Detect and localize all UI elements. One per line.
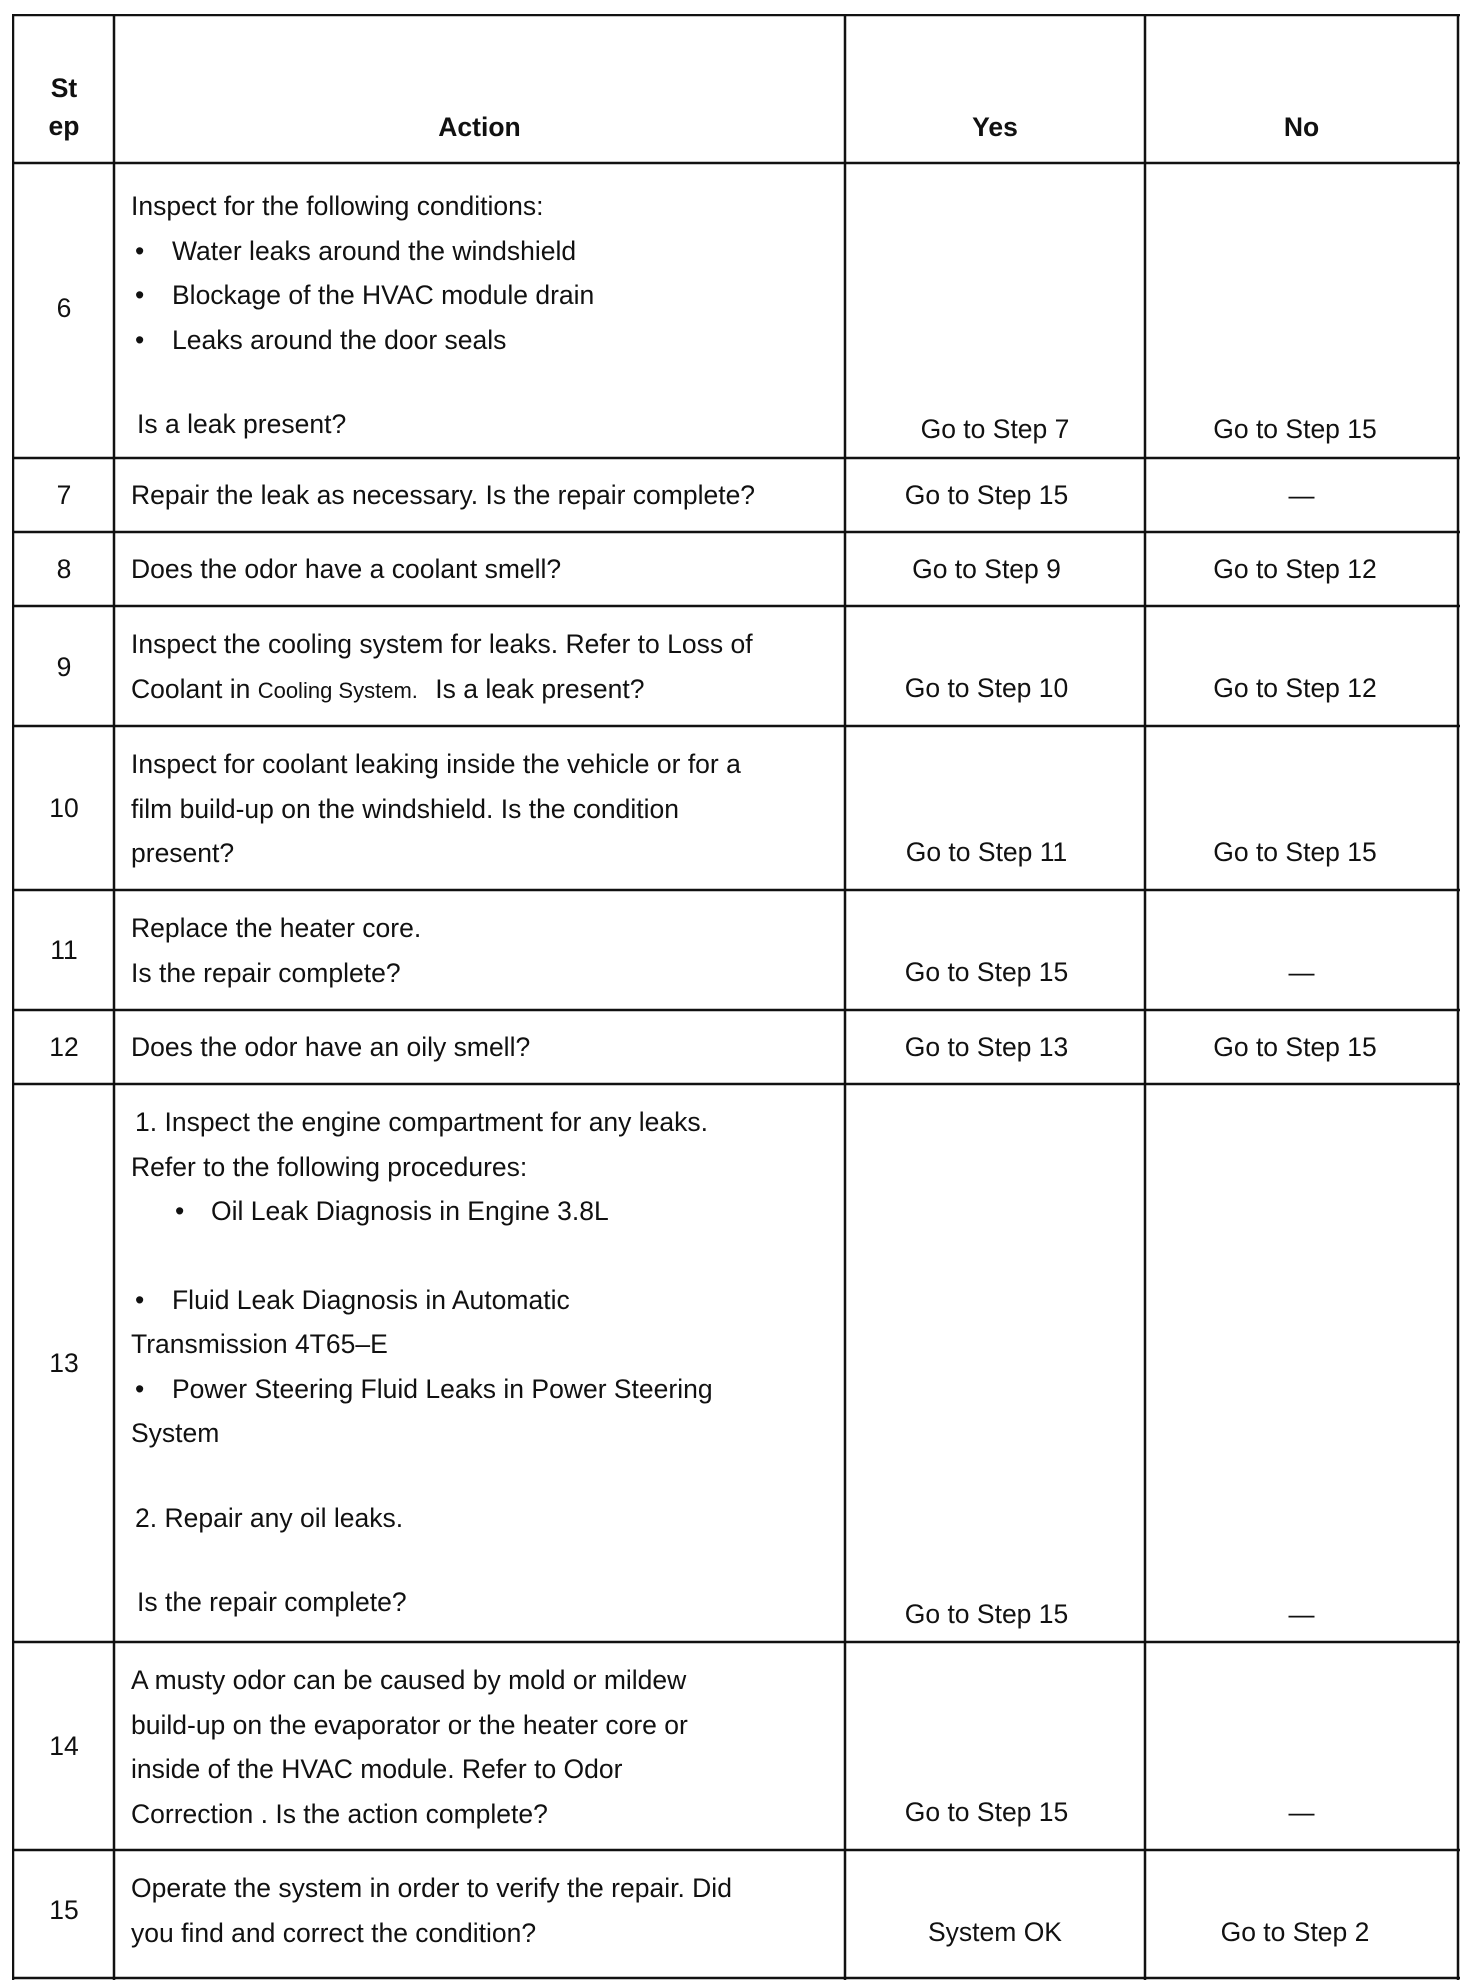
list-item-cont: Transmission 4T65–E <box>131 1329 388 1359</box>
header-step <box>14 69 114 145</box>
action-14 <box>114 1658 845 1836</box>
action-10-line: present? <box>131 838 235 868</box>
step-12: 12 <box>49 1032 79 1062</box>
yes-9: Go to Step 10 <box>904 673 1069 703</box>
step-8: 8 <box>56 554 72 584</box>
header-step-line2: ep <box>48 111 80 141</box>
action-6 <box>114 184 845 447</box>
action-6-question: Is a leak present? <box>137 409 347 439</box>
action-9-line2: Coolant in Cooling System. Is a leak present? <box>131 673 645 704</box>
action-13 <box>114 1100 845 1625</box>
step-6: 6 <box>56 293 72 323</box>
action-13-item2: 2. Repair any oil leaks. <box>135 1502 404 1533</box>
list-item: • Leaks around the door seals <box>135 324 507 355</box>
action-13-question: Is the repair complete? <box>137 1587 407 1617</box>
no-10: Go to Step 15 <box>1213 837 1377 867</box>
action-10 <box>114 742 845 876</box>
step-10: 10 <box>49 793 79 823</box>
no-11: — <box>1288 957 1315 987</box>
step-14: 14 <box>49 1731 79 1761</box>
action-12: Does the odor have an oily smell? <box>131 1032 531 1062</box>
action-13-refer: Refer to the following procedures: <box>131 1151 528 1182</box>
diagnostic-table <box>12 14 1460 1980</box>
no-15: Go to Step 2 <box>1220 1917 1370 1947</box>
step-9: 9 <box>56 652 72 682</box>
action-15-line: Operate the system in order to verify the repair. Did <box>131 1873 732 1903</box>
yes-13: Go to Step 15 <box>904 1599 1069 1629</box>
list-item: • Water leaks around the windshield <box>135 235 577 266</box>
yes-8: Go to Step 9 <box>912 554 1061 584</box>
action-14-line: inside of the HVAC module. Refer to Odor <box>131 1754 623 1784</box>
action-15-line: you find and correct the condition? <box>131 1917 537 1948</box>
yes-6: Go to Step 7 <box>920 414 1070 444</box>
step-13: 13 <box>49 1348 79 1378</box>
step-15: 15 <box>49 1895 79 1925</box>
no-8: Go to Step 12 <box>1213 554 1377 584</box>
yes-11: Go to Step 15 <box>904 957 1069 987</box>
yes-10: Go to Step 11 <box>905 837 1068 867</box>
header-no: No <box>1283 112 1320 142</box>
yes-14: Go to Step 15 <box>904 1797 1069 1827</box>
action-10-line: film build-up on the windshield. Is the condition <box>131 793 679 824</box>
action-8: Does the odor have a coolant smell? <box>131 554 562 584</box>
header-action: Action <box>438 112 521 142</box>
yes-15: System OK <box>927 1917 1062 1947</box>
no-6: Go to Step 15 <box>1213 414 1377 444</box>
action-13-item1: 1. Inspect the engine compartment for any leaks. <box>135 1107 709 1137</box>
action-15 <box>114 1866 845 1955</box>
action-6-intro: Inspect for the following conditions: <box>131 191 544 221</box>
no-13: — <box>1288 1599 1315 1629</box>
list-item: • Blockage of the HVAC module drain <box>135 280 595 310</box>
no-12: Go to Step 15 <box>1213 1032 1377 1062</box>
action-14-line: build-up on the evaporator or the heater core or <box>131 1709 688 1740</box>
list-item: • Power Steering Fluid Leaks in Power Steering <box>135 1373 713 1404</box>
action-14-line: Correction . Is the action complete? <box>131 1798 548 1829</box>
step-11: 11 <box>50 935 78 965</box>
no-14: — <box>1288 1797 1315 1827</box>
list-item-cont: System <box>131 1418 220 1448</box>
action-14-line: A musty odor can be caused by mold or mildew <box>131 1665 687 1695</box>
action-9-line1: Inspect the cooling system for leaks. Refer to Loss of <box>131 629 753 659</box>
action-10-line: Inspect for coolant leaking inside the vehicle or for a <box>131 749 741 779</box>
action-7: Repair the leak as necessary. Is the repair complete? <box>131 480 756 510</box>
header-yes: Yes <box>972 112 1018 142</box>
action-9 <box>114 622 845 713</box>
action-11-line: Is the repair complete? <box>131 957 401 988</box>
no-9: Go to Step 12 <box>1213 673 1377 703</box>
action-11 <box>114 906 845 995</box>
yes-12: Go to Step 13 <box>904 1032 1069 1062</box>
header-step-line1: St <box>50 73 78 103</box>
no-7: — <box>1288 480 1315 510</box>
list-item: • Oil Leak Diagnosis in Engine 3.8L <box>175 1196 609 1226</box>
action-11-line: Replace the heater core. <box>131 913 422 943</box>
list-item: • Fluid Leak Diagnosis in Automatic <box>135 1284 570 1315</box>
yes-7: Go to Step 15 <box>904 480 1069 510</box>
step-7: 7 <box>56 480 72 510</box>
